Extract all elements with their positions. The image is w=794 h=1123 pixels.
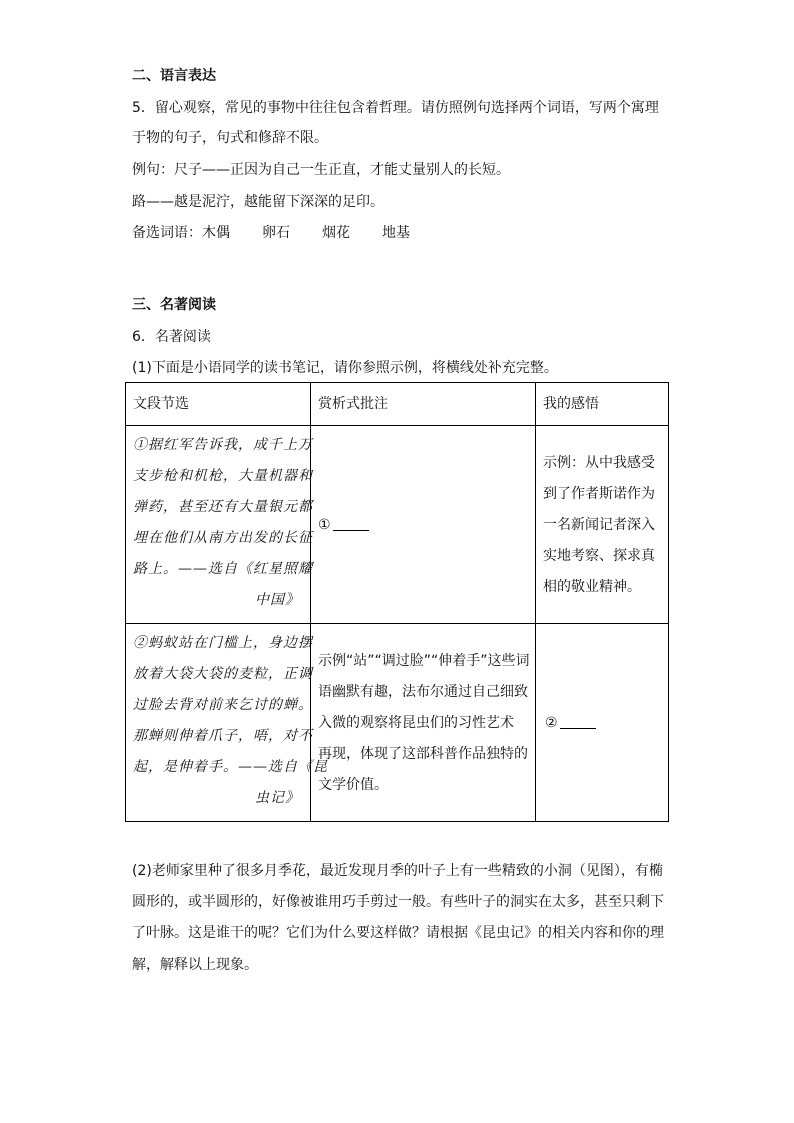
example-sentence-2: 路——越是泥泞，越能留下深深的足印。 [132,194,384,210]
table-row-1-feeling: 示例：从中我感受 到了作者斯诺作为 一名新闻记者深入 实地考察、探求真 相的敬业精神。 [543,455,655,595]
word-2: 卵石 [262,225,290,241]
question-6-part-2-line-4: 解，解释以上现象。 [132,957,258,973]
question-6-part-2-line-3: 了叶脉。这是谁干的呢？它们为什么要这样做？请根据《昆虫记》的相关内容和你的理 [132,925,664,941]
candidate-words-label: 备选词语： [132,225,202,241]
table-border-bottom [125,821,669,822]
example-sentence-1: 例句：尺子——正因为自己一生正直，才能丈量别人的长短。 [132,162,510,178]
table-row-2-excerpt: ②蚂蚁站在门槛上，身边摆 放着大袋大袋的麦粒，正调 过脸去背对前来乞讨的蝉。 那蝉则伸着爪子，唔，对不 起，是伸着手。——选自《昆 虫记》 [133,635,328,806]
candidate-words [132,223,410,243]
table-row-1-excerpt: ①据红军告诉我，成千上万 支步枪和机枪，大量机器和 弹药，甚至还有大量银元都 埋在他们从南方出发的长征 路上。——选自《红星照耀 中国》 [133,437,313,608]
table-header-feeling: 我的感悟 [543,396,599,412]
table-row-1-annotation: ① [310,425,535,623]
table-header-annotation: 赏析式批注 [318,396,388,412]
word-4: 地基 [382,225,410,241]
table-row-2-feeling: ② [535,623,668,821]
word-3: 烟花 [322,225,350,241]
question-5-line-1: 5．留心观察，常见的事物中往往包含着哲理。请仿照例句选择两个词语，写两个寓理 [132,100,659,116]
section-heading-classics: 三、名著阅读 [132,297,216,313]
table-row-2-annotation: 示例“站”“调过脸”“伸着手”这些词 语幽默有趣，法布尔通过自己细致 入微的观察将昆虫们的习性艺术 再现，体现了这部科普作品独特的 文学价值。 [318,653,530,793]
answer-blank-1[interactable] [333,516,369,531]
question-6-part-2-line-2: 圆形的，或半圆形的，好像被谁用巧手剪过一般。有些叶子的洞实在太多，甚至只剩下 [132,894,664,910]
table-border-right [668,382,669,822]
table-header-excerpt: 文段节选 [133,396,189,412]
word-1: 木偶 [202,225,230,241]
section-heading-language: 二、语言表达 [132,68,216,84]
question-6-part-2-line-1: (2)老师家里种了很多月季花，最近发现月季的叶子上有一些精致的小洞（见图），有椭 [132,863,663,879]
question-5-line-2: 于物的句子，句式和修辞不限。 [132,130,328,146]
question-6-title: 6．名著阅读 [132,329,211,345]
answer-blank-2[interactable] [560,714,596,729]
question-6-intro: (1)下面是小语同学的读书笔记，请你参照示例，将横线处补充完整。 [132,360,558,376]
